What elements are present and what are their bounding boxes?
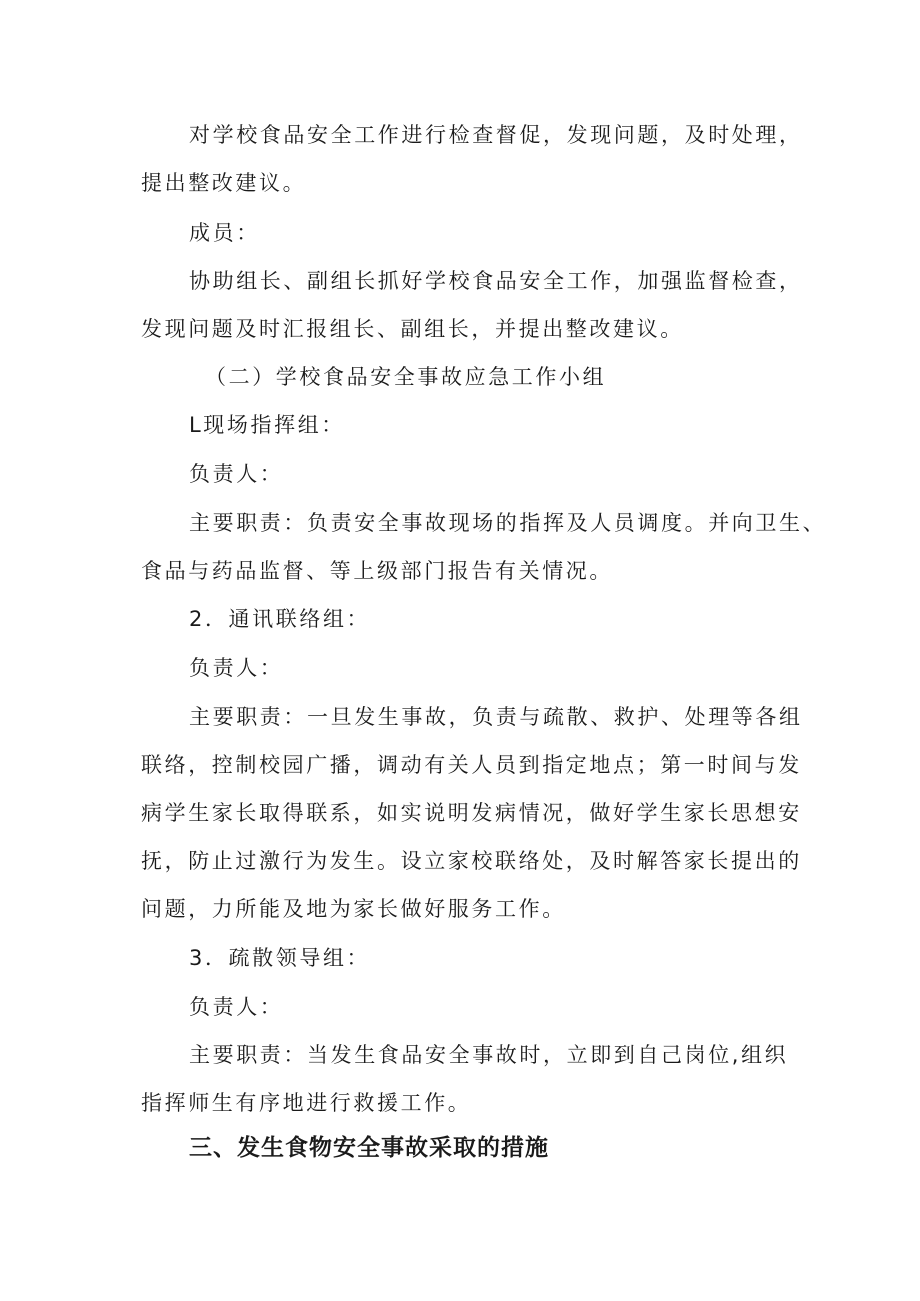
paragraph-line: 发现问题及时汇报组长、副组长，并提出整改建议。 xyxy=(141,317,684,341)
paragraph-line: 对学校食品安全工作进行检查督促，发现问题，及时处理， xyxy=(189,123,803,147)
paragraph-line: 提出整改建议。 xyxy=(141,171,307,195)
paragraph-line: 协助组长、副组长抓好学校食品安全工作，加强监督检查， xyxy=(189,269,803,293)
paragraph-line: 病学生家长取得联系，如实说明发病情况，做好学生家长思想安 xyxy=(141,801,802,825)
section-subtitle: （二）学校食品安全事故应急工作小组 xyxy=(205,365,607,389)
paragraph-line: 负责人： xyxy=(189,995,284,1019)
paragraph-line: 3．疏散领导组： xyxy=(189,946,371,970)
paragraph-line: 成员： xyxy=(189,221,260,245)
paragraph-line: 主要职责：一旦发生事故，负责与疏散、救护、处理等各组 xyxy=(189,705,803,729)
paragraph-line: 主要职责：负责安全事故现场的指挥及人员调度。并向卫生、 xyxy=(189,511,827,535)
paragraph-line: 问题，力所能及地为家长做好服务工作。 xyxy=(141,897,566,921)
paragraph-line: 指挥师生有序地进行救援工作。 xyxy=(141,1091,472,1115)
paragraph-line: 抚，防止过激行为发生。设立家校联络处，及时解答家长提出的 xyxy=(141,849,802,873)
paragraph-line: 主要职责：当发生食品安全事故时，立即到自己岗位,组织 xyxy=(189,1043,789,1067)
section-heading: 三、发生食物安全事故采取的措施 xyxy=(189,1135,549,1161)
paragraph-line: 食品与药品监督、等上级部门报告有关情况。 xyxy=(141,559,613,583)
paragraph-line: 联络，控制校园广播，调动有关人员到指定地点；第一时间与发 xyxy=(141,753,802,777)
paragraph-line: 负责人： xyxy=(189,462,284,486)
paragraph-line: L现场指挥组： xyxy=(189,413,345,437)
paragraph-line: 2．通讯联络组： xyxy=(189,607,371,631)
paragraph-line: 负责人： xyxy=(189,656,284,680)
